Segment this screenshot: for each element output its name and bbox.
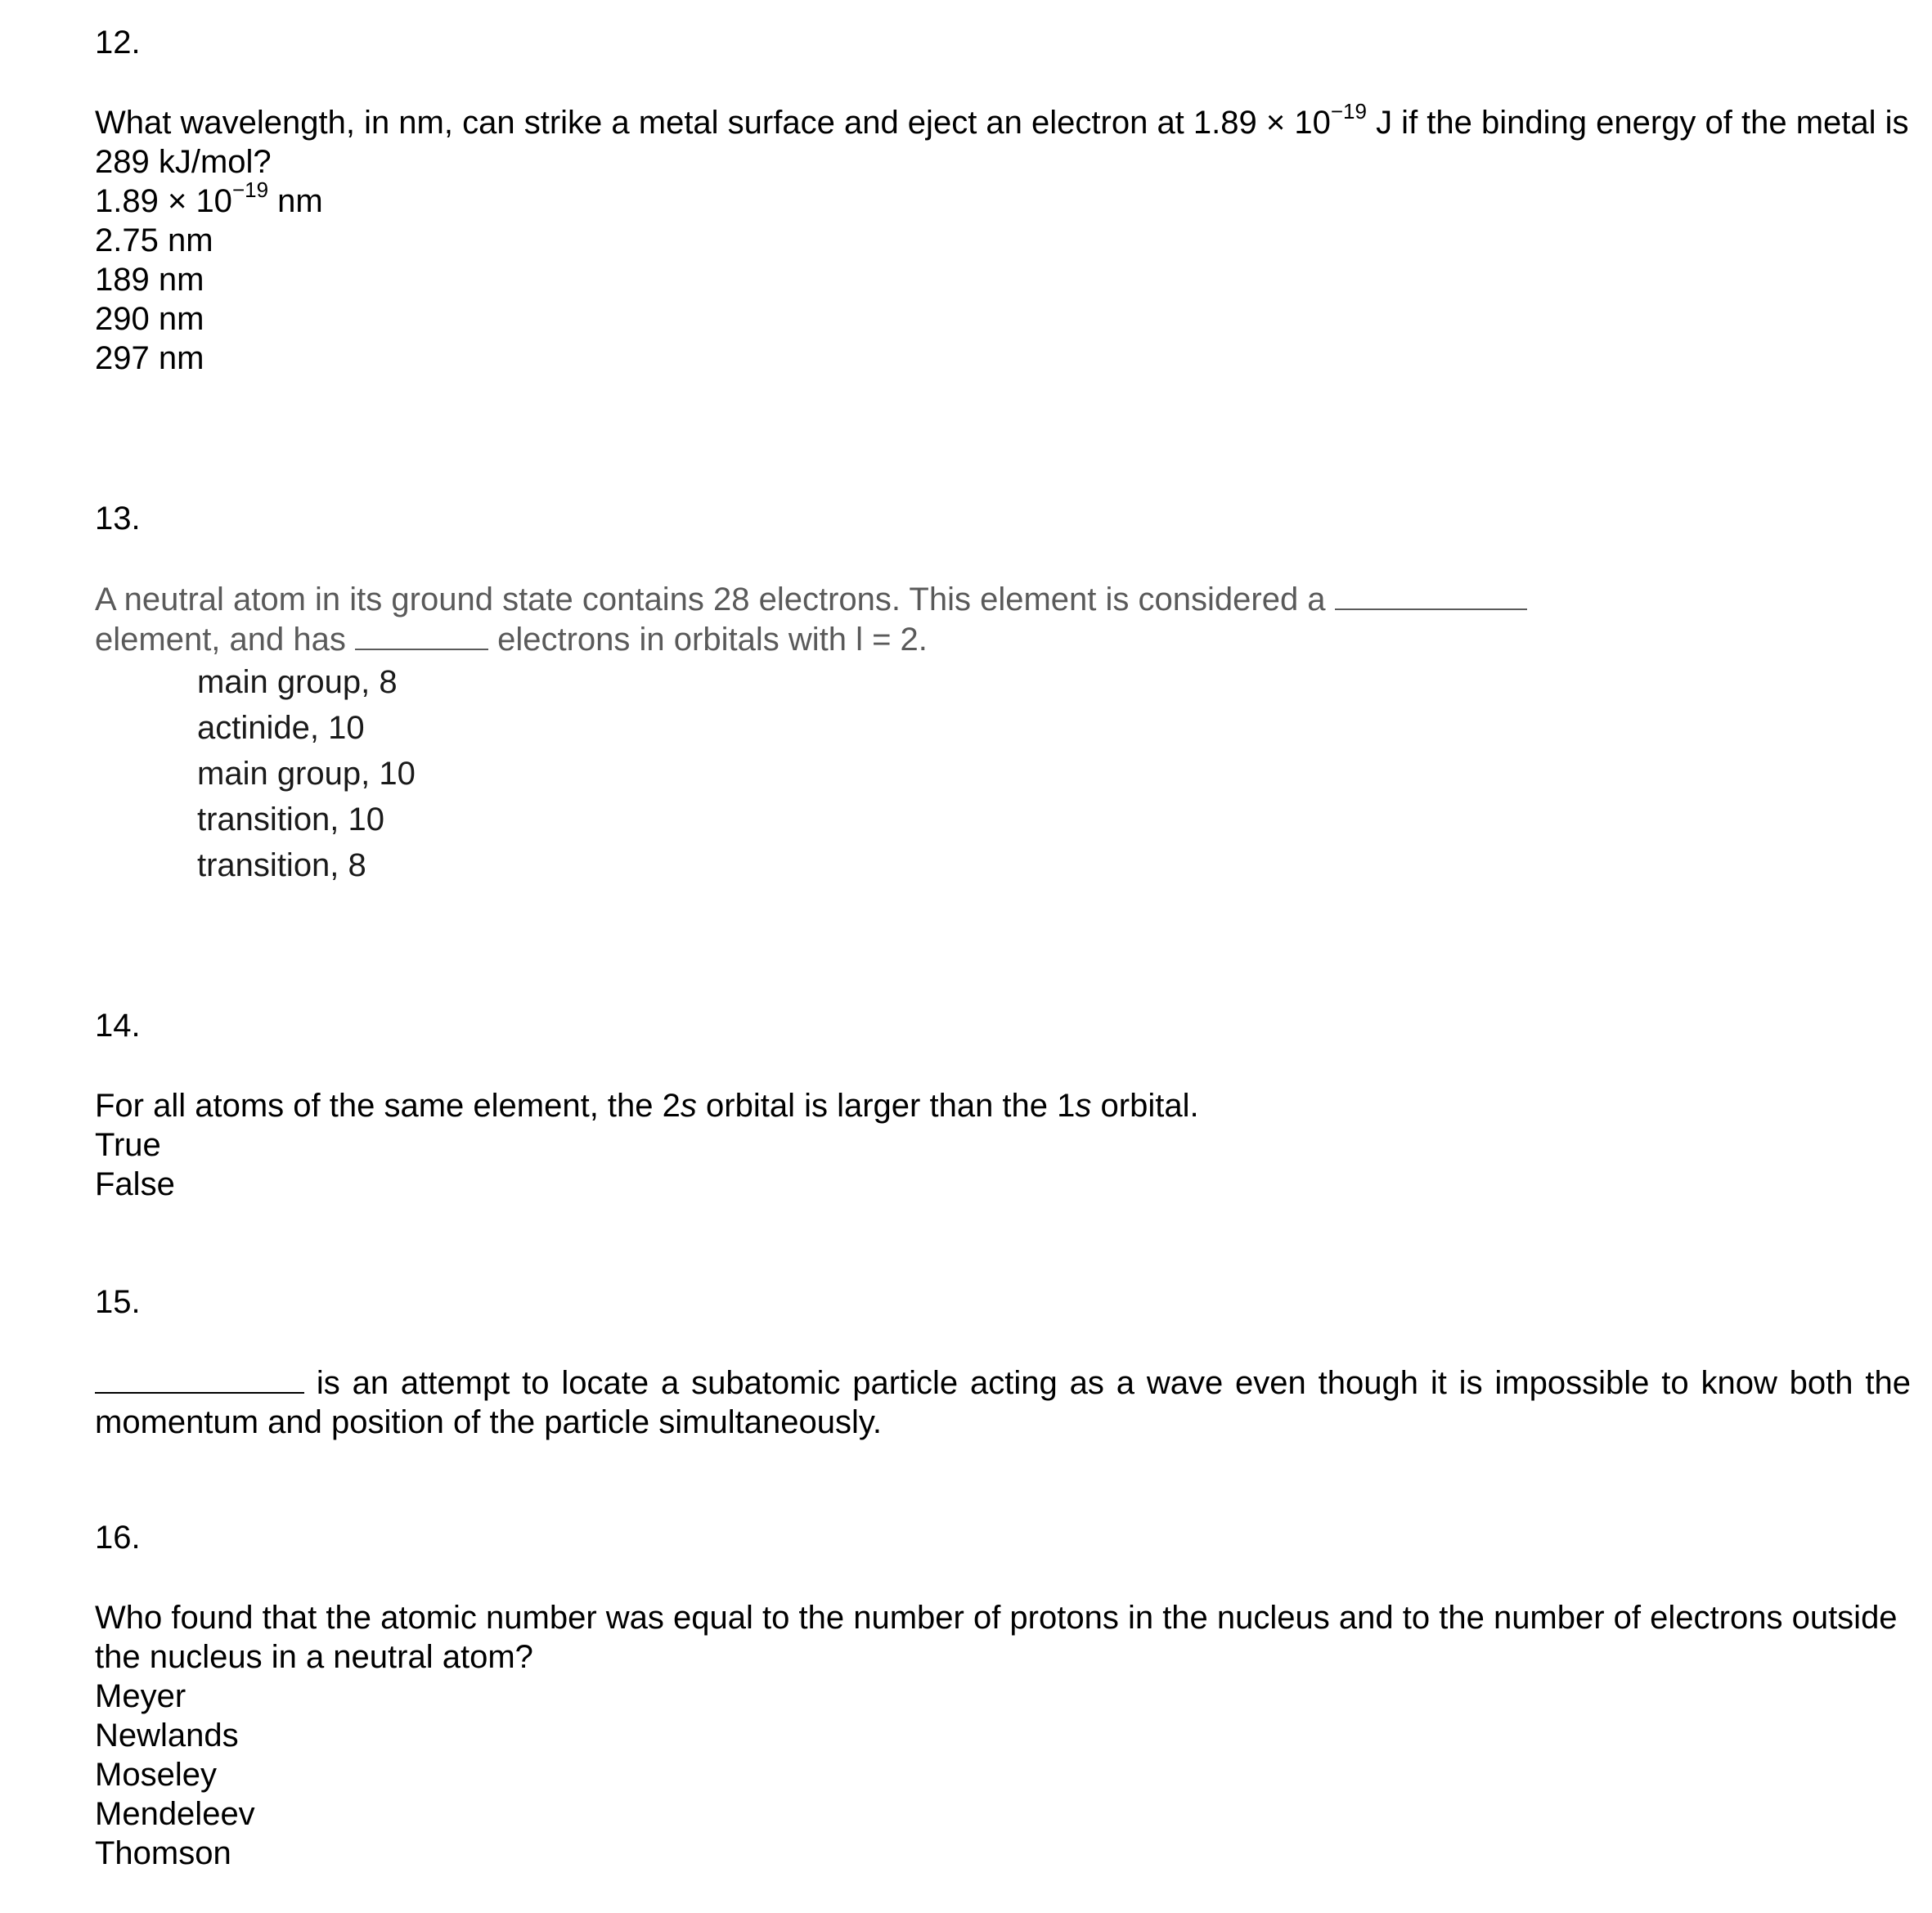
answer-option: Mendeleev <box>95 1796 255 1832</box>
stem-italic: s <box>1075 1088 1092 1124</box>
answer-options <box>95 177 1911 378</box>
answer-options <box>95 1677 1911 1873</box>
stem-text: What wavelength, in nm, can strike a metal surface and eject an electron at 1.89 × 10 <box>95 105 1331 141</box>
option-unit: nm <box>268 183 323 219</box>
question-stem: Who found that the atomic number was equal to the number of protons in the nucleus and to the number of electrons outside the nucleus in a neutral atom? <box>95 1600 1898 1675</box>
answer-option: Newlands <box>95 1718 239 1754</box>
question-stem <box>95 579 1911 659</box>
question-15 <box>95 1282 1911 1442</box>
stem-text: For all atoms of the same element, the 2 <box>95 1088 681 1124</box>
answer-option: actinide, 10 <box>197 710 365 746</box>
question-stem <box>95 98 1911 182</box>
answer-option: 2.75 nm <box>95 222 213 258</box>
answer-option: transition, 8 <box>197 847 366 883</box>
question-12 <box>95 23 1911 378</box>
stem-text: element, and has <box>95 622 355 658</box>
stem-text: is an attempt to locate a subatomic particle acting as a wave even though it is impossible to know both the momentum and position of the particle simultaneously. <box>95 1365 1911 1440</box>
question-stem <box>95 1086 1911 1125</box>
fill-in-blank <box>95 1363 304 1394</box>
question-stem <box>95 1363 1911 1442</box>
question-number: 15. <box>95 1284 141 1320</box>
fill-in-blank <box>355 619 488 650</box>
question-number: 16. <box>95 1520 141 1556</box>
answer-option: transition, 10 <box>197 802 385 837</box>
answer-option: False <box>95 1166 175 1202</box>
question-13 <box>95 499 1911 888</box>
question-number: 12. <box>95 25 141 61</box>
stem-text: orbital. <box>1091 1088 1199 1124</box>
option-exponent: −19 <box>231 177 269 202</box>
answer-options <box>95 659 1911 888</box>
stem-exponent: −19 <box>1330 98 1367 123</box>
answer-option: 189 nm <box>95 262 204 298</box>
fill-in-blank <box>1335 579 1527 610</box>
question-16 <box>95 1518 1911 1873</box>
stem-text: J if the binding energy of the metal is 289 kJ/mol? <box>95 105 1909 180</box>
question-14 <box>95 1006 1911 1204</box>
option-text: 1.89 × 10 <box>95 183 232 219</box>
answer-option: True <box>95 1127 161 1163</box>
stem-text: orbital is larger than the 1 <box>696 1088 1076 1124</box>
stem-text: electrons in orbitals with l = 2. <box>488 622 928 658</box>
stem-text: A neutral atom in its ground state contains 28 electrons. This element is considered a <box>95 582 1335 617</box>
answer-option: Meyer <box>95 1678 186 1714</box>
answer-option: main group, 10 <box>197 756 416 792</box>
question-number: 13. <box>95 501 141 537</box>
answer-option: main group, 8 <box>197 664 398 700</box>
answer-option: 297 nm <box>95 340 204 376</box>
stem-italic: s <box>680 1088 697 1124</box>
question-number: 14. <box>95 1008 141 1044</box>
answer-option: 290 nm <box>95 301 204 337</box>
answer-options <box>95 1125 1911 1204</box>
answer-option: Thomson <box>95 1835 231 1871</box>
answer-option <box>95 177 1911 221</box>
answer-option: Moseley <box>95 1757 217 1793</box>
